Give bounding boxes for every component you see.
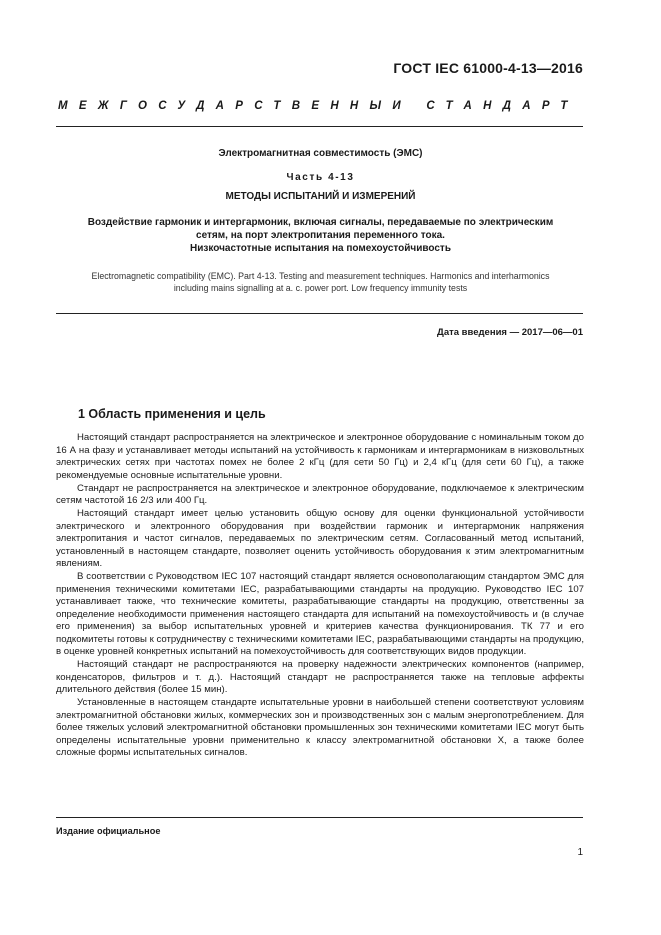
- section-heading: 1 Область применения и цель: [78, 407, 266, 421]
- english-title: [55, 270, 586, 294]
- page-number: 1: [577, 847, 583, 858]
- paragraph: Настоящий стандарт имеет целью установить общую основу для оценки функциональной устойчивости электрического и электронного оборудования при воздействии гармоник и интергармоник напряжения электропитания и частот сигналов, передаваемых по электрическим сетям. Согласованный метод испытаний, установленный в настоящем стандарте, позволяет оценить устойчивость оборудования к этим электромагнитным явлениям.: [56, 508, 584, 569]
- english-title-line: including mains signalling at a. c. power port. Low frequency immunity tests: [173, 283, 468, 293]
- subtitle-line: Низкочастотные испытания на помехоустойчивость: [190, 243, 451, 254]
- subtitle: [60, 216, 581, 255]
- gost-code: ГОСТ IEC 61000-4-13—2016: [393, 60, 583, 76]
- paragraph: Настоящий стандарт распространяется на электрическое и электронное оборудование с номинальным током до 16 А на фазу и устанавливает методы испытаний на устойчивость к гармоникам и интергармоникам в низковольтных электрических сетях при частотах помех не более 2 кГц (для сети 50 Гц) и 2,4 кГц (для сети 60 Гц), а также рекомендуемые основные испытательные уровни.: [56, 432, 584, 481]
- methods-title: МЕТОДЫ ИСПЫТАНИЙ И ИЗМЕРЕНИЙ: [225, 191, 416, 202]
- paragraph: Настоящий стандарт не распространяются на проверку надежности электрических компонентов (например, конденсаторов, фильтров и т. д.). Настоящий стандарт не распространяется также на тепловые аффекты длительного действия (более 15 мин).: [56, 659, 584, 695]
- part-label: Часть 4-13: [286, 172, 355, 183]
- official-edition-label: Издание официальное: [56, 826, 161, 836]
- paragraph: Установленные в настоящем стандарте испытательные уровни в наибольшей степени соответствуют условиям электромагнитной обстановки жилых, коммерческих зон и производственных зон с малым энергопотреблением. Для более тяжелых условий электромагнитной обстановки промышленных зон техническими комитетами IEC могут быть определены испытательные уровни применительно к классу электромагнитной обстановки X, а также более сложные формы испытательных сигналов.: [56, 697, 584, 758]
- interstate-standard-heading: МЕЖГОСУДАРСТВЕННЫЙ СТАНДАРТ: [58, 100, 579, 112]
- emc-title: Электромагнитная совместимость (ЭМС): [218, 148, 423, 159]
- section-body: [56, 432, 584, 760]
- subtitle-line: Воздействие гармоник и интергармоник, включая сигналы, передаваемые по электрическим: [87, 217, 554, 228]
- introduction-date: Дата введения — 2017—06—01: [437, 327, 583, 338]
- subtitle-line: сетям, на порт электропитания переменного тока.: [196, 230, 445, 241]
- paragraph: В соответствии с Руководством IEC 107 настоящий стандарт является основополагающим стандартом ЭМС для применения техническими комитетами IEC, разрабатывающими стандарты на продукцию. Руководство IEC 107 устанавливает также, что технические комитеты, разрабатывающие стандарты на продукцию, ответственны за определение необходимости применения настоящего стандарта для испытаний на помехоустойчивость и (в случае его применения) за выбор испытательных уровней и критериев качества функционирования. ТК 77 и его подкомитеты готовы к сотрудничеству с техническими комитетами IEC, разрабатывающими стандарты на продукцию, в оценке уровней конкретных испытаний на помехоустойчивость для соответствующих видов продукции.: [56, 571, 584, 657]
- paragraph: Стандарт не распространяется на электрическое и электронное оборудование, подключаемое к электрическим сетям частотой 16 2/3 или 400 Гц.: [56, 482, 584, 506]
- english-title-line: Electromagnetic compatibility (EMC). Part 4-13. Testing and measurement techniques. Harmonics and interharmonics: [91, 271, 550, 281]
- footer-divider: [56, 817, 583, 818]
- top-divider: [56, 126, 583, 127]
- middle-divider: [56, 313, 583, 314]
